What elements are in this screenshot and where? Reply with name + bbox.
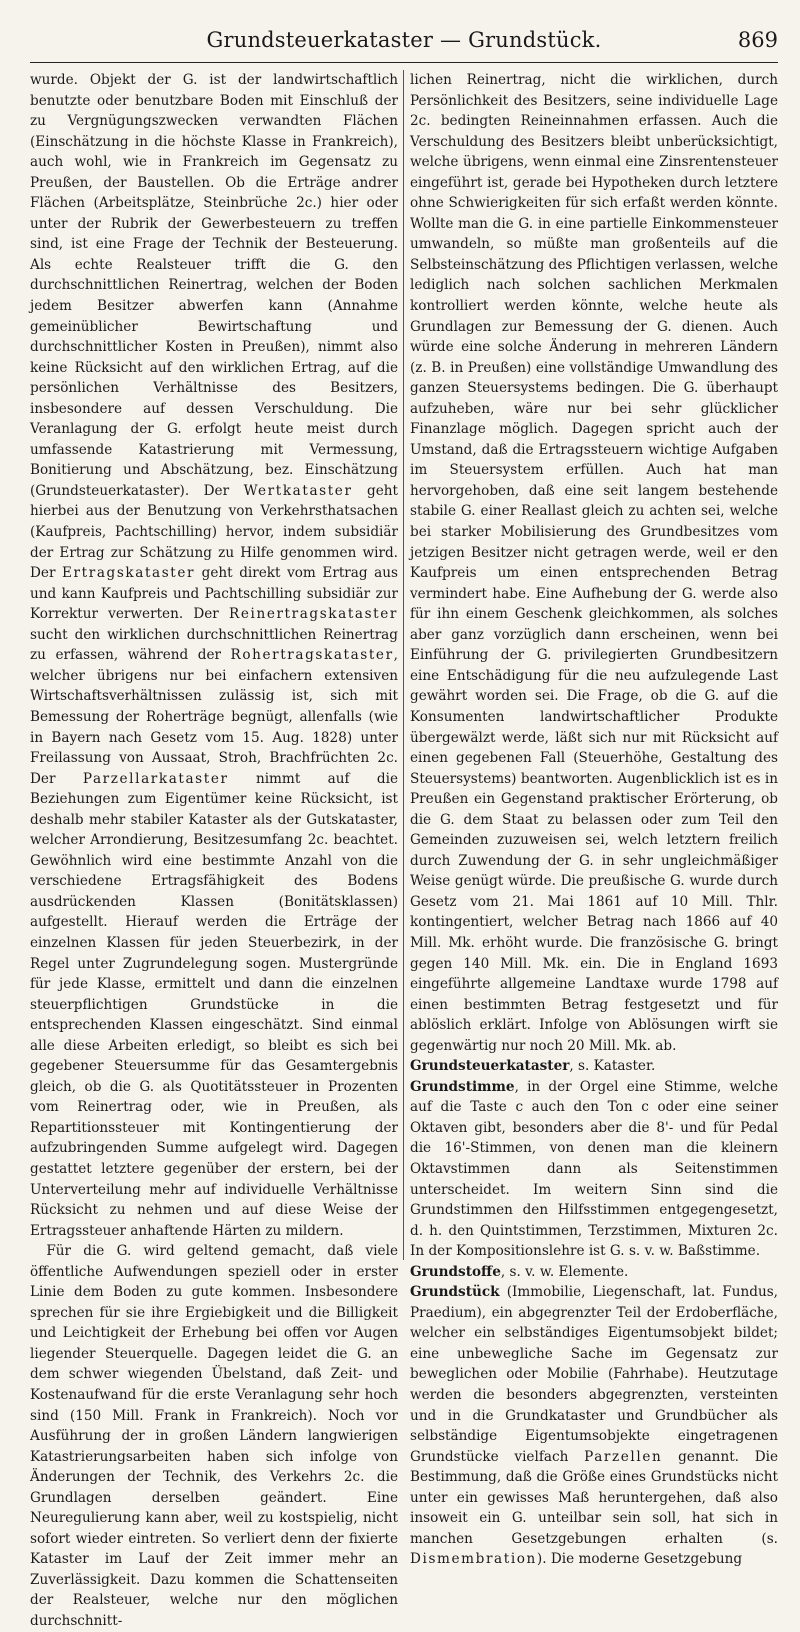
page-number: 869 <box>737 28 778 52</box>
paragraph <box>30 70 398 1241</box>
paragraph: lichen Reinertrag, nicht die wirklichen, durch Persönlichkeit des Besitzers, seine individuelle Lage 2c. bedingten Reineinnahmen erfassen. Auch die Verschuldung des Besitzers bleibt unberücksichtigt, welche übrigens, wenn einmal eine Zinsrentensteuer eingeführt ist, gerade bei Hypotheken durch letztere ohne Schwierigkeiten für sich erfaßt werden könnte. Wollte man die G. in eine partielle Einkommensteuer umwandeln, so müßte man großenteils auf die Selbsteinschätzung des Pflichtigen verlassen, welche lediglich nach solchen sachlichen Merkmalen kontrolliert werden könnte, welche heute als Grundlagen zur Bemessung der G. dienen. Auch würde eine solche Änderung in mehreren Ländern (z. B. in Preußen) eine vollständige Umwandlung des ganzen Steuersystems bedingen. Die G. überhaupt aufzuheben, wäre nur bei sehr glücklicher Finanzlage möglich. Dagegen spricht auch der Umstand, daß die Ertragssteuern wichtige Aufgaben im Steuersystem erfüllen. Auch hat man hervorgehoben, daß eine seit langem bestehende stabile G. einer Reallast gleich zu achten sei, welche bei starker Mobilisierung des Grundbesitzes vom jetzigen Besitzer nicht getragen werde, weil er den Kaufpreis um einen entsprechenden Betrag vermindert habe. Eine Aufhebung der G. werde also für ihn einem Geschenk gleichkommen, als solches aber ganz vorzüglich dann erscheinen, wenn bei Einführung der G. privilegierten Grundbesitzern eine Entschädigung für die neu aufzulegende Last gewährt worden sei. Die Frage, ob die G. auf die Konsumenten landwirtschaftlicher Produkte übergewälzt werde, läßt sich nur mit Rücksicht auf einen gegebenen Fall (Steuerhöhe, Gestaltung des Steuersystems) beantworten. Augenblicklich ist es in Preußen ein Gegenstand praktischer Erörterung, ob die G. dem Staat zu belassen oder zum Teil den Gemeinden zuzuweisen sei, welch letztern freilich durch Zuwendung der G. in sehr ungleichmäßiger Weise genügt würde. Die preußische G. wurde durch Gesetz vom 21. Mai 1861 auf 10 Mill. Thlr. kontingentiert, welcher Betrag nach 1866 auf 40 Mill. Mk. erhöht wurde. Die französische G. bringt gegen 140 Mill. Mk. ein. Die in England 1693 eingeführte allgemeine Landtaxe wurde 1798 auf einen bestimmten Betrag festgesetzt und für ablöslich erklärt. Infolge von Ablösungen wirft sie gegenwärtig nur noch 20 Mill. Mk. ab. <box>410 72 778 1054</box>
page-header <box>30 22 778 63</box>
term-ertragskataster: Ertragskataster <box>62 565 196 582</box>
entry-grundstueck <box>410 1282 778 1570</box>
entry-head: Grundstimme <box>410 1078 515 1095</box>
entry-head: Grundsteuerkataster <box>410 1058 570 1075</box>
entry-grundsteuerkataster <box>410 1056 778 1077</box>
entry-body: , s. v. w. Elemente. <box>500 1263 629 1280</box>
entry-body: , in der Orgel eine Stimme, welche auf die Taste c auch den Ton c oder eine seiner Oktaven gibt, besonders aber die 8'- und für Pedal die 16'-Stimmen, von denen man die kleinern Oktavstimmen dann als Seitenstimmen unterscheidet. Im weitern Sinn sind die Grundstimmen den Hilfsstimmen entgegengesetzt, d. h. den Quintstimmen, Terzstimmen, Mixturen 2c. In der Kompositionslehre ist G. s. v. w. Baßstimme. <box>410 1078 778 1260</box>
entry-head: Grundstoffe <box>410 1263 501 1280</box>
text: sucht den wirklichen durchschnittlichen Reinertrag zu erfassen, während der <box>30 626 398 664</box>
term-dismembration: Dismembration <box>410 1551 537 1568</box>
entry-body: (Immobilie, Liegenschaft, lat. Fundus, Praedium), ein abgegrenzter Teil der Erdoberfläche, welcher ein selbständiges Eigentumsobjekt bildet; eine unbewegliche Sache im Gegensatz zur beweglichen oder Mobilie (Fahrhabe). Heutzutage werden die besonders abgegrenzten, versteinten und in die Grundkataster und Grundbücher als selbständige Eigentumsobjekte eingetragenen Grundstücke vielfach <box>410 1284 778 1465</box>
right-column <box>410 70 779 1568</box>
text: nimmt auf die Beziehungen zum Eigentümer keine Rücksicht, ist deshalb mehr stabiler Kataster als der Gutskataster, welcher Arrondierung, Besitzesumfang 2c. beachtet. Gewöhnlich wird eine bestimmte Anzahl von die verschiedene Ertragsfähigkeit des Bodens ausdrückenden Klassen (Bonitätsklassen) aufgestellt. Hierauf werden die Erträge der einzelnen Klassen für jeden Steuerbezirk, in der Regel unter Zugrundelegung sogen. Mustergründe für jede Klasse, ermittelt und dann die einzelnen steuerpflichtigen Grundstücke in die entsprechenden Klassen eingeschätzt. Sind einmal alle diese Arbeiten erledigt, so bleibt es sich bei gegebener Steuersumme für das Gesamtergebnis gleich, ob die G. als Quotitätssteuer in Prozenten vom Reinertrag oder, wie in Preußen, als Repartitionssteuer mit Kontingentierung der aufzubringenden Summe aufgelegt wird. Dagegen gestattet letztere gegenüber der erstern, bei der Unterverteilung mehr auf individuelle Verhältnisse Rücksicht zu nehmen und auf diese Weise der Ertragssteuer anhaftende Härten zu mildern. <box>30 770 398 1239</box>
term-reinertragskataster: Reinertragskataster <box>229 606 398 623</box>
text: wurde. Objekt der G. ist der landwirtschaftlich benutzte oder benutzbare Boden mit Einschluß der zu Vergnügungszwecken verwandten Flächen (Einschätzung in die höchste Klasse in Frankreich), auch wohl, wie in Frankreich im Gegensatz zu Preußen, der Baustellen. Ob die Erträge andrer Flächen (Arbeitsplätze, Steinbrüche 2c.) hier oder unter der Rubrik der Gewerbesteuern zu treffen sind, ist eine Frage der Technik der Besteuerung. Als echte Realsteuer trifft die G. den durchschnittlichen Reinertrag, welchen der Boden jedem Besitzer abwerfen kann (Annahme gemeinüblicher Bewirtschaftung und durchschnittlicher Kosten in Preußen), nimmt also keine Rücksicht auf den wirklichen Ertrag, auf die persönlichen Verhältnisse des Besitzers, insbesondere auf dessen Verschuldung. Die Veranlagung der G. erfolgt heute meist durch umfassende Katastrierung mit Vermessung, Bonitierung und Abschätzung, bez. Einschätzung (Grundsteuerkataster). Der <box>30 72 398 499</box>
text: geht hierbei aus der Benutzung von Verkehrsthatsachen (Kaufpreis, Pachtschilling) hervor, indem subsidiär der Ertrag zur Schätzung zu Hilfe genommen wird. Der <box>30 482 398 582</box>
term-wertkataster: Wertkataster <box>243 482 353 499</box>
term-parzellarkataster: Parzellarkataster <box>82 770 229 787</box>
text: , welcher übrigens nur bei einfachern extensiven Wirtschaftsverhältnissen zulässig ist, sich mit Bemessung der Roherträge begnügt, allenfalls (wie in Bayern nach Gesetz vom 15. Aug. 1828) unter Freilassung von Aussaat, Stroh, Brachfrüchten 2c. Der <box>30 647 398 787</box>
entry-grundstoffe <box>410 1262 778 1283</box>
left-column <box>30 70 398 1630</box>
column-divider <box>403 70 404 1260</box>
term-parzellen: Parzellen <box>584 1448 663 1465</box>
text: geht direkt vom Ertrag aus und kann Kaufpreis und Pachtschilling subsidiär zur Korrektur verwerten. Der <box>30 565 398 623</box>
paragraph: Für die G. wird geltend gemacht, daß viele öffentliche Aufwendungen speziell oder in erster Linie dem Boden zu gute kommen. Insbesondere sprechen für sie ihre Ergiebigkeit und die Billigkeit und Leichtigkeit der Erhebung bei offen vor Augen liegender Steuerquelle. Dagegen leidet die G. an dem schwer wiegenden Übelstand, daß Zeit- und Kostenaufwand für die erste Veranlagung sehr hoch sind (150 Mill. Frank in Frankreich). Noch vor Ausführung der in großen Ländern langwierigen Katastrierungsarbeiten haben sich infolge von Änderungen der Technik, des Verkehrs 2c. die Grundlagen derselben geändert. Eine Neuregulierung kann aber, weil zu kostspielig, nicht sofort wieder eintreten. So verliert denn der fixierte Kataster im Lauf der Zeit immer mehr an Zuverlässigkeit. Dazu kommen die Schattenseiten der Realsteuer, welche nur den möglichen durchschnitt- <box>30 1243 398 1630</box>
entry-grundstimme <box>410 1077 778 1262</box>
entry-body: ). Die moderne Gesetzgebung <box>536 1551 743 1568</box>
term-rohertragskataster: Rohertragskataster <box>230 647 394 664</box>
entry-head: Grundstück <box>410 1284 500 1301</box>
entry-body: , s. Kataster. <box>569 1058 656 1075</box>
entry-body: genannt. Die Bestimmung, daß die Größe eines Grundstücks nicht unter ein gewisses Maß heruntergehen, daß also insoweit ein G. unteilbar sein soll, hat sich in manchen Gesetzgebungen erhalten (s. <box>410 1448 779 1547</box>
running-head: Grundsteuerkataster — Grundstück. <box>206 28 602 52</box>
